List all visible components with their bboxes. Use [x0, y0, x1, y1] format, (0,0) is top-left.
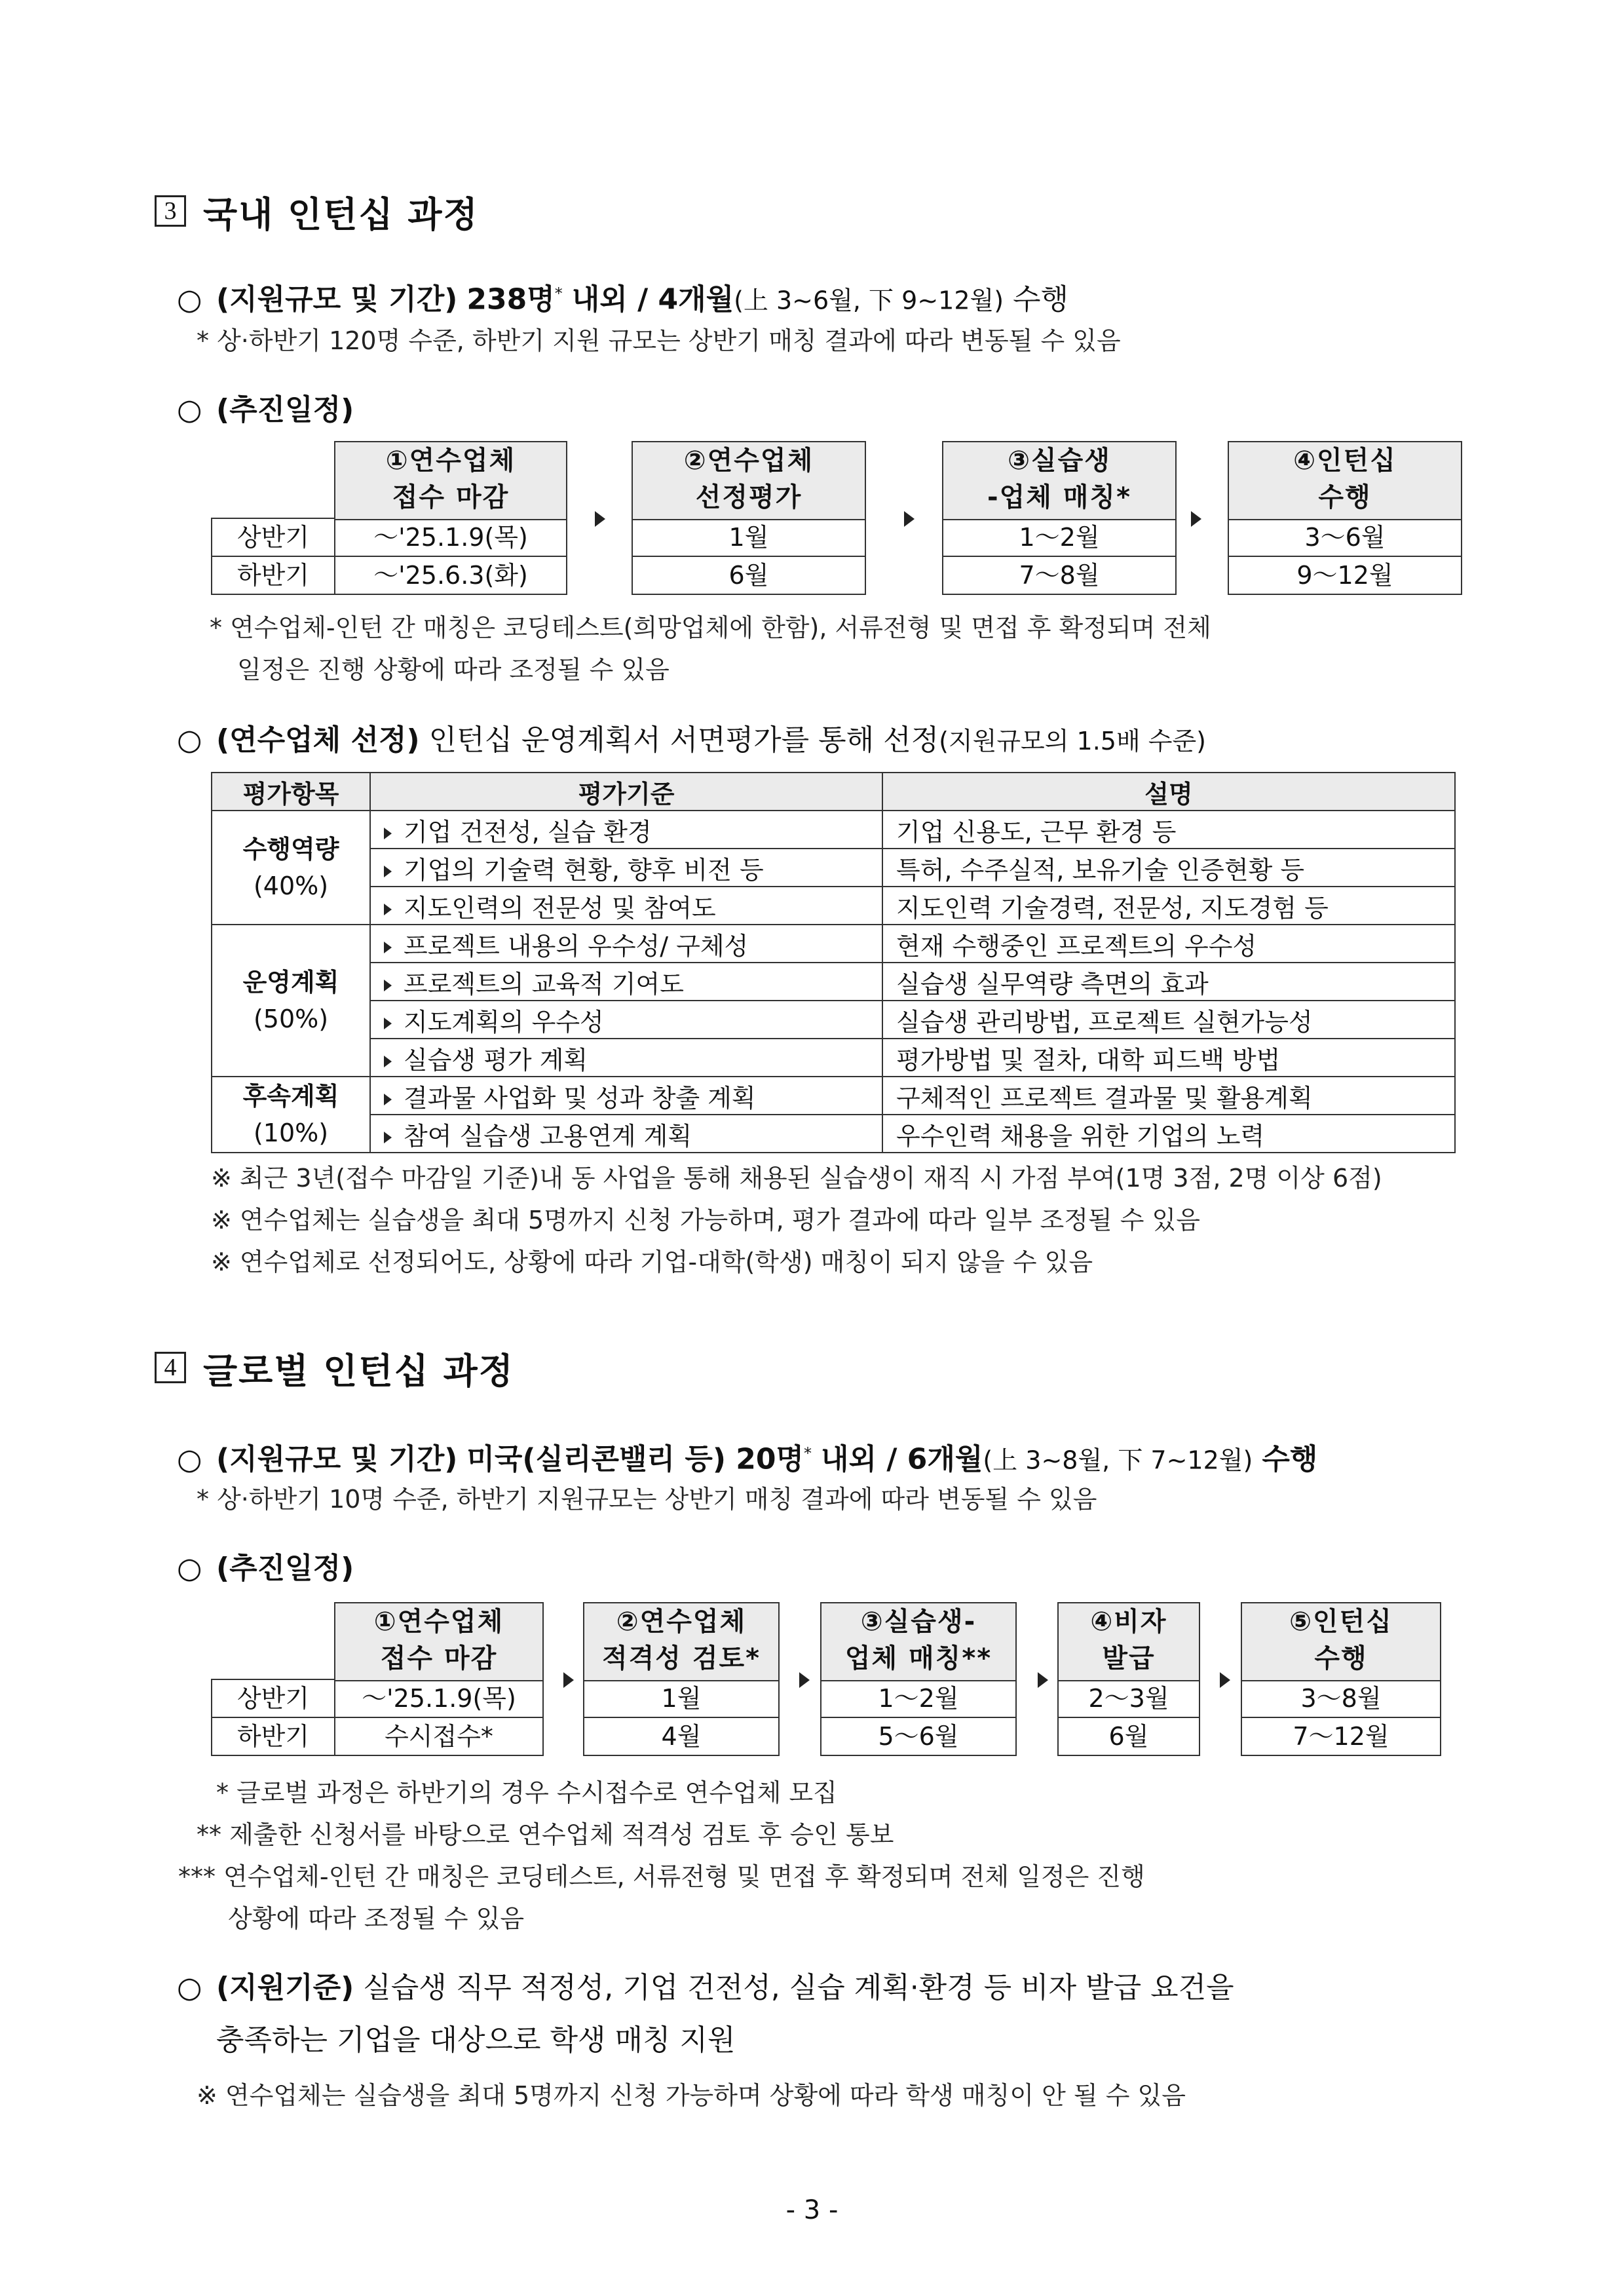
schedule-step: ①연수업체 접수 마감 ～'25.1.9(목) ～'25.6.3(화) [334, 441, 567, 595]
notice: ※ 최근 3년(접수 마감일 기준)내 동 사업을 통해 채용된 실습생이 재직 시 가점 부여(1명 3점, 2명 이상 6점) [211, 1164, 1382, 1193]
schedule-step: ②연수업체 선정평가 1월 6월 [632, 441, 866, 595]
arrow-icon [595, 511, 605, 527]
schedule-step: ④비자 발급 2～3월 6월 [1057, 1602, 1200, 1756]
arrow-icon [1220, 1672, 1230, 1688]
schedule-note: * 연수업체-인턴 간 매칭은 코딩테스트(희망업체에 한함), 서류전형 및 면접 후 확정되며 전체 [210, 613, 1211, 642]
category-cell: 후속계획 (10%) [212, 1077, 370, 1153]
scale-note: * 상·하반기 10명 수준, 하반기 지원규모는 상반기 매칭 결과에 따라 변동될 수 있음 [197, 1485, 1097, 1514]
schedule-step: ②연수업체 적격성 검토* 1월 4월 [583, 1602, 780, 1756]
row-labels: 상반기 하반기 [211, 518, 335, 595]
section-number: 4 [155, 1352, 186, 1383]
schedule-step: ⑤인턴십 수행 3～8월 7～12월 [1241, 1602, 1441, 1756]
arrow-icon [1191, 511, 1201, 527]
notice: ※ 연수업체로 선정되어도, 상황에 따라 기업-대학(학생) 매칭이 되지 않을 수 있음 [211, 1248, 1093, 1276]
notice: ※ 연수업체는 실습생을 최대 5명까지 신청 가능하며, 평가 결과에 따라 일부 조정될 수 있음 [211, 1206, 1200, 1234]
schedule-step: ③실습생- 업체 매칭** 1～2월 5～6월 [820, 1602, 1017, 1756]
category-cell: 수행역량 (40%) [212, 811, 370, 925]
row-labels: 상반기 하반기 [211, 1679, 335, 1756]
schedule-step: ④인턴십 수행 3～6월 9～12월 [1228, 441, 1462, 595]
section-title: 글로벌 인턴십 과정 [203, 1350, 514, 1392]
schedule-label: ○ (추진일정) [177, 1552, 354, 1585]
schedule-note: ** 제출한 신청서를 바탕으로 연수업체 적격성 검토 후 승인 통보 [197, 1820, 894, 1849]
notice: ※ 연수업체는 실습생을 최대 5명까지 신청 가능하며 상황에 따라 학생 매칭이 안 될 수 있음 [197, 2081, 1186, 2110]
scale-line: ○ (지원규모 및 기간) 238명* 내외 / 4개월(上 3~6월, 下 9~12월) 수행 [177, 282, 1069, 316]
criteria-line-2: 충족하는 기업을 대상으로 학생 매칭 지원 [216, 2023, 736, 2057]
schedule-step: ③실습생 -업체 매칭* 1～2월 7～8월 [942, 441, 1177, 595]
schedule-note: 상황에 따라 조정될 수 있음 [228, 1904, 525, 1933]
criteria-line: ○ (지원기준) 실습생 직무 적정성, 기업 건전성, 실습 계획·환경 등 비자 발급 요건을 [177, 1971, 1234, 2004]
section-number: 3 [155, 195, 186, 227]
schedule-note: 일정은 진행 상황에 따라 조정될 수 있음 [237, 655, 670, 684]
scale-label: (지원규모 및 기간) [216, 282, 458, 316]
arrow-icon [799, 1672, 810, 1688]
schedule-step: ①연수업체 접수 마감 ～'25.1.9(목) 수시접수* [334, 1602, 544, 1756]
schedule-note: * 글로벌 과정은 하반기의 경우 수시접수로 연수업체 모집 [216, 1778, 837, 1807]
schedule-label: ○ (추진일정) [177, 393, 354, 427]
section-title: 국내 인턴십 과정 [203, 194, 479, 235]
selection-line: ○ (연수업체 선정) 인턴십 운영계획서 서면평가를 통해 선정(지원규모의 1.5배 수준) [177, 723, 1206, 757]
scale-line: ○ (지원규모 및 기간) 미국(실리콘밸리 등) 20명* 내외 / 6개월(上 3~8월, 下 7~12월) 수행 [177, 1442, 1318, 1476]
arrow-icon [1038, 1672, 1048, 1688]
arrow-icon [904, 511, 915, 527]
arrow-icon [563, 1672, 574, 1688]
page-number: - 3 - [785, 2195, 839, 2225]
scale-note: * 상·하반기 120명 수준, 하반기 지원 규모는 상반기 매칭 결과에 따라 변동될 수 있음 [197, 326, 1121, 355]
category-cell: 운영계획 (50%) [212, 925, 370, 1077]
evaluation-table: 평가항목 평가기준 설명 수행역량 (40%) 기업 건전성, 실습 환경 기업 신용도, 근무 환경 등 기업의 기술력 현황, 향후 비전 등 특허, 수주실적, 보유기술 인증현황 등 지도인력의 전문성 및 참여도 지도인력 기술경력, 전문성, 지도경험 등 운영계획 (50%) 프로젝트 내용의 우수성/ 구체성 현재 수행중인 프로젝트의 우수성 프로젝트의 교육적 기여도 실습생 실무역량 측면의 효과 지도계획의 우수성 실습생 관리방법, 프로젝트 실현가능성 실습생 평가 계획 평가방법 및 절차, 대학 피드백 방법 후속계획 (10%) 결과물 사업화 및 성과 창출 계획 구체적인 프로젝트 결과물 및 활용계획 참여 실습생 고용연계 계획 우수인력 채용을 위한 기업의 노력 [211, 772, 1456, 1153]
schedule-note: *** 연수업체-인턴 간 매칭은 코딩테스트, 서류전형 및 면접 후 확정되며 전체 일정은 진행 [178, 1862, 1145, 1891]
